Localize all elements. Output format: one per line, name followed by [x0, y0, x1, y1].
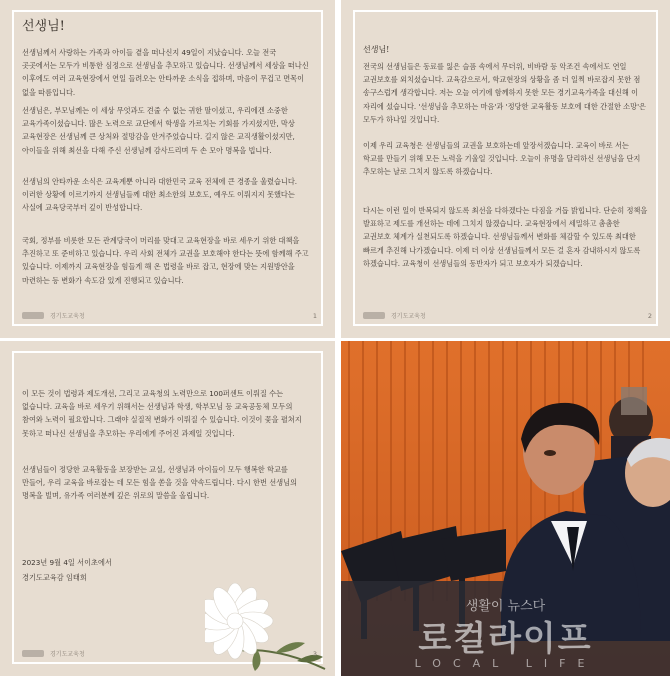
- page-number: 3: [312, 650, 317, 658]
- page-number: 2: [647, 312, 652, 320]
- paragraph: 다시는 이런 일이 반복되지 않도록 최선을 다하겠다는 다짐을 거듭 밝힙니다. 단순히 정책을 발표하고 제도를 개선하는 데에 그치지 않겠습니다. 교육현장에서 세밀하고 촘촘한 교권보호 체계가 실천되도록 하겠습니다. 선생님들께서 변화를 체감할 수 있도록 최대한 빠르게 추진해 나가겠습니다. 이제 더 이상 선생님들께서 모든 걸 혼자 감내하시지 않도록 하겠습니다. 교육청이 선생님들의 동반자가 되고 보호자가 되겠습니다.: [363, 206, 648, 268]
- footer-label: 경기도교육청: [50, 313, 85, 320]
- office-logo-icon: [22, 312, 44, 319]
- letter-page-2: [341, 0, 670, 338]
- footer: [22, 311, 85, 320]
- paragraph: 선생님께서 사랑하는 가족과 아이들 곁을 떠나신지 49일이 지났습니다. 오늘 전국 곳곳에서는 모두가 비통한 심정으로 선생님을 추모하고 있습니다. 선생님께서 세상을 떠나신 이후에도 여러 교육현장에서 연일 들려오는 안타까운 소식을 접하며, 마음이 무겁고 면목이 없을 따름입니다.: [22, 48, 309, 97]
- paragraph: 선생님들이 정당한 교육활동을 보장받는 교실, 선생님과 아이들이 모두 행복한 학교를 만들어, 우리 교육을 바로잡는 데 모든 힘을 쏟을 것을 약속드립니다. 다시 한번 선생님의 명복을 빌며, 유가족 여러분께 깊은 위로의 말씀을 올립니다.: [22, 465, 297, 501]
- paragraph: 이제 우리 교육청은 선생님들의 교권을 보호하는데 앞장서겠습니다. 교육이 바로 서는 학교를 만들기 위해 모든 노력을 기울일 것입니다. 오늘이 유명을 달리하신 선생님을 단지 추모하는 날로 그치지 않도록 하겠습니다.: [363, 141, 641, 177]
- footer: [22, 649, 85, 658]
- watermark-tagline: 생활이 뉴스다: [465, 599, 546, 614]
- page-number: 1: [312, 312, 317, 320]
- office-logo-icon: [363, 312, 385, 319]
- signature: 경기도교육감 임태희: [22, 573, 87, 582]
- footer: [363, 311, 426, 320]
- letter-page-3: [0, 341, 335, 676]
- greeting: 선생님!: [363, 45, 390, 54]
- footer-label: 경기도교육청: [50, 651, 85, 658]
- paragraph: 이 모든 것이 법령과 제도개선, 그리고 교육청의 노력만으로 100퍼센트 이뤄질 수는 없습니다. 교육을 바로 세우기 위해서는 선생님과 학생, 학부모님 등 교육공동체 모두의 참여와 노력이 필요합니다. 그래야 실질적 변화가 이뤄질 수 있습니다. 이것이 꽃을 펼쳐지 못하고 떠나신 선생님을 추모하는 우리에게 주어진 과제일 것입니다.: [22, 389, 302, 438]
- paragraph: 전국의 선생님들은 동료를 잃은 슬픔 속에서 무더위, 비바람 등 악조건 속에서도 연일 교권보호를 외치셨습니다. 교육감으로서, 학교현장의 상황을 좀 더 일찍 바로잡지 못한 점 송구스럽게 생각합니다. 저는 오늘 여기에 함께하지 못한 모든 경기교육가족을 대신해 이 자리에 섰습니다. '선생님을 추모하는 마음'과 '정당한 교육활동 보호에 대한 간절한 소망'은 모두가 하나일 것입니다.: [363, 62, 646, 124]
- chrysanthemum-icon: [205, 581, 330, 673]
- watermark-subtitle: LOCAL LIFE: [414, 657, 597, 670]
- paragraph: 선생님은, 부모님께는 이 세상 무엇과도 견줄 수 없는 귀한 딸이셨고, 우리에겐 소중한 교육가족이셨습니다. 많은 노력으로 교단에서 학생을 가르치는 기회를 가지셨지만, 막상 교육현장은 선생님께 큰 상처와 절망감을 안겨주었습니다. 길지 않은 교직생활이셨지만, 아이들을 위해 최선을 다해 주신 선생님께 감사드리며 두 손 모아 명복을 빕니다.: [22, 106, 295, 155]
- watermark-logo: 로컬라이프: [418, 619, 593, 659]
- letter-page-1: [0, 0, 335, 338]
- greeting: 선생님!: [22, 19, 65, 34]
- memorial-photo: [341, 341, 670, 676]
- footer-label: 경기도교육청: [391, 313, 426, 320]
- paragraph: 국회, 정부를 비롯한 모든 관계당국이 머리를 맞대고 교육현장을 바로 세우기 위한 대책을 추진하고 또 준비하고 있습니다. 우리 사회 전체가 교권을 보호해야 한다는 뜻에 함께해 주고 있습니다. 이제까지 교육현장을 힘들게 해 온 법령을 바로 잡고, 현장에 맞는 지원방안을 마련하는 등 변화가 속도감 있게 진행되고 있습니다.: [22, 236, 309, 285]
- date-line: 2023년 9월 4일 서이초에서: [22, 558, 112, 567]
- paragraph: 선생님의 안타까운 소식은 교육계뿐 아니라 대한민국 교육 전체에 큰 경종을 울렸습니다. 이러한 상황에 이르기까지 선생님들께 대한 최소한의 보호도, 예우도 이뤄지지 못했다는 사실에 교육당국부터 깊이 반성합니다.: [22, 177, 298, 213]
- office-logo-icon: [22, 650, 44, 657]
